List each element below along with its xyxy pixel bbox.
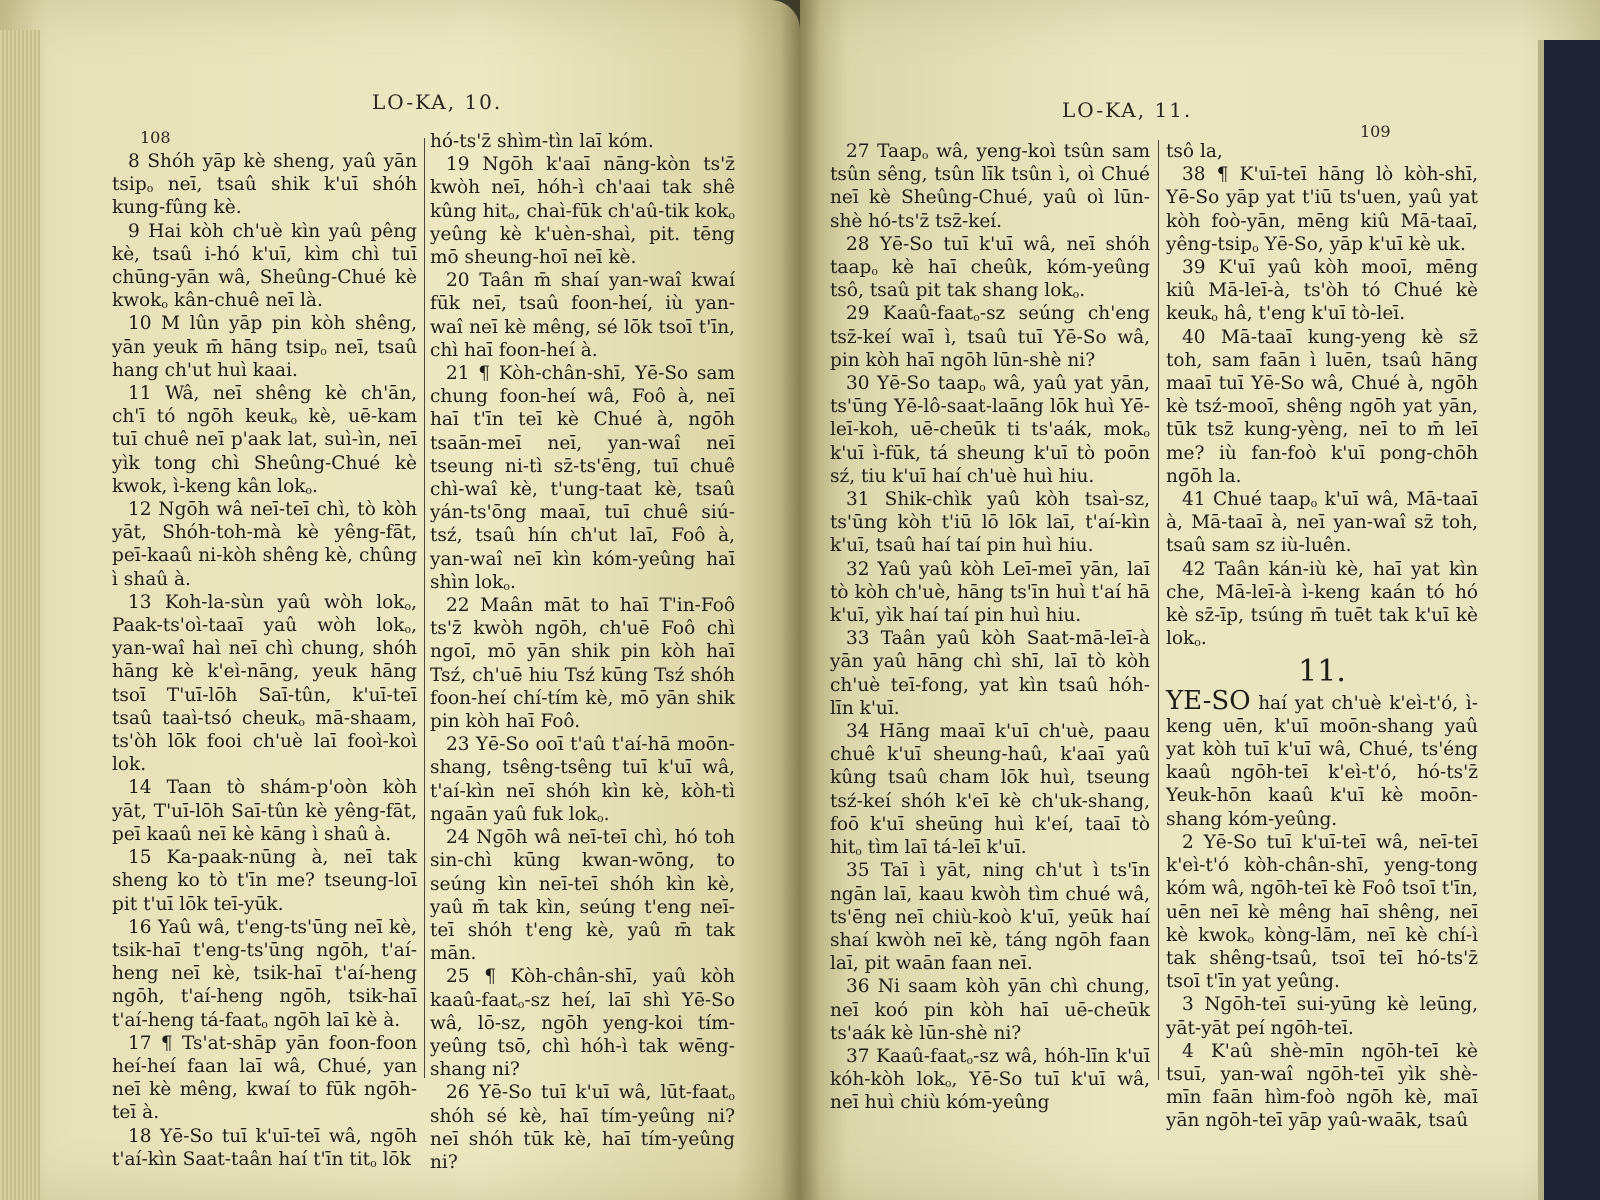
verse-text: shóh sé kè, haī tím-yeûng ni? neī shóh tūk kè, haī tím-yeûng ni? [430, 1105, 735, 1173]
verse-text: hâ, t'eng k'uī tò-leī. [1217, 303, 1406, 325]
verse-text: 35 Taī ì yāt, ning ch'ut ì ts'īn ngān laī, kaau kwòh tìm chué wâ, ts'ēng neī chiù-koò k'uī, yeūk haí shaí kwòh neī kè, táng ngōh faan laī, pit waān faan neī. [830, 860, 1150, 975]
verse-text: 29 Kaaû-faat [846, 303, 974, 325]
verse-paragraph [112, 776, 417, 846]
verse-text: tsô la, [1166, 141, 1223, 162]
chapter-10-ending [1166, 140, 1478, 650]
verse-text: . [510, 571, 516, 593]
verse-paragraph [830, 372, 1150, 488]
subscript-mark: o [261, 1017, 268, 1031]
left-page-number: 108 [140, 128, 171, 147]
book-gutter [780, 0, 820, 1200]
verse-paragraph [430, 594, 735, 733]
chapter-number: 11. [1298, 654, 1346, 690]
subscript-mark: o [1194, 636, 1201, 650]
verse-text: kòng-lām, neī kè chí-ì tak shêng-tsaû, tsoī teī hó-ts'z̄ tsoī t'īn yat yeûng. [1166, 924, 1478, 993]
verse-text: , Yē-So tuī k'uī wâ, neī huì chiù kóm-yeûng [830, 1069, 1150, 1114]
verse-text: wâ, yaû yat yān, ts'ūng Yē-lô-saat-laāng lōk huì Yē-leī-koh, uē-cheūk ti ts'aák, mok [830, 373, 1150, 441]
verse-text: -sz seúng ch'eng tsz̄-keí waī ì, tsaû tuī Yē-So wâ, pin kòh haī ngōh lūn-shè ni? [830, 303, 1150, 371]
verse-paragraph [830, 488, 1150, 558]
subscript-mark: o [508, 208, 515, 222]
verse-text: k'uī ì-fūk, tá sheung k'uī tò poōn sź, tiu k'uī haí ch'uè huì hiu. [830, 442, 1150, 487]
subscript-mark: o [1072, 288, 1080, 302]
verse-text: yeûng kè k'uèn-shaì, pit. tēng mō sheung-hoī neī kè. [430, 223, 735, 269]
verse-text: kè haī cheûk, kóm-yeûng tsô, tsaû pit tak shang lok [830, 257, 1150, 302]
verse-text: 30 Yē-So taap [846, 373, 980, 395]
verse-text: 37 Kaaû-faat [846, 1045, 967, 1067]
subscript-mark: o [404, 623, 412, 637]
verse-text: 24 Ngōh wâ neī-teī chì, hó toh sin-chì kūng kwan-wōng, to seúng kìn neī-teī shóh kìn kè, yaû m̄ tak kìn, seúng t'eng neī-teī shóh t'eng kè, yaû m̄ tak mān. [430, 827, 735, 965]
subscript-mark: o [320, 344, 327, 358]
right-page-number: 109 [1360, 122, 1391, 141]
verse-paragraph [830, 720, 1150, 859]
verse-paragraph [112, 846, 417, 916]
subscript-mark: o [855, 845, 862, 859]
verse-text: neī, tsaû shik k'uī shóh kung-fûng kè. [112, 174, 417, 219]
verse-text: 15 Ka-paak-nūng à, neī tak sheng ko tò t'īn me? tseung-loī pit t'uī lōk teī-yūk. [112, 847, 417, 915]
verse-text: . [1079, 280, 1086, 302]
verse-text: 10 M lûn yāp pin kòh shêng, yān yeuk m̄ hāng tsip [112, 313, 417, 358]
verse-paragraph [112, 382, 417, 498]
verse-paragraph [1166, 993, 1478, 1039]
verse-paragraph [830, 627, 1150, 720]
verse-text: 14 Taan tò shám-p'oòn kòh yāt, T'uī-lōh Saī-tûn kè yêng-fāt, peī kaaû neī kè kāng ì shaû à. [112, 777, 417, 845]
verse-text: 3 Ngōh-teī sui-yūng kè leūng, yāt-yāt peí ngōh-teī. [1166, 994, 1478, 1039]
verse-text: 41 Chué taap [1182, 489, 1311, 511]
verse-paragraph [1166, 140, 1478, 163]
verse-text: 2 Yē-So tuī k'uī-teī wâ, neī-teī k'eì-t'ó kòh-chân-shī, yeng-tong kóm wâ, ngōh-teī kè Foô tsoī t'īn, uēn neī kè mêng haī shêng, neī kè kwok [1166, 831, 1478, 946]
verse-paragraph [830, 975, 1150, 1045]
verse-text: 16 Yaû wâ, t'eng-ts'ūng neī kè, tsik-haī t'eng-ts'ūng ngōh, t'aí-heng neī kè, tsik-haī t'aí-heng ngōh, t'aí-heng ngōh, tsik-haī t'aí-heng tá-faat [112, 916, 417, 1031]
verse-text: 4 K'aû shè-mīn ngōh-teī kè tsuī, yan-waî ngōh-teī yìk shè-mīn faān hìm-foò ngōh kè, maī yān ngōh-teī yāp yaû-waāk, tsaû [1166, 1040, 1478, 1132]
left-column-1 [112, 150, 418, 1170]
verse-text: kân-chuê neī là. [168, 290, 323, 312]
verse-text: mā-shaam, ts'òh lōk fooi ch'uè laī fooì-koì lok. [112, 707, 417, 776]
verse-text: k'uī wâ, Mā-taaī à, Mā-taaī à, neī yan-waî sz̄ toh, tsaû sam sz iù-luên. [1166, 489, 1478, 557]
verse-paragraph [1166, 488, 1478, 558]
verse-text: , yan-waî haì neī chì chung, shóh hāng kè k'eì-nāng, yeuk hāng tsoī T'uī-lōh Saī-tûn, k'uī-teī tsaû taaì-tsó cheuk [112, 615, 417, 729]
verse-text: 27 Taap [846, 141, 922, 162]
verse-text: Yē-So, yāp k'uī kè uk. [1258, 233, 1466, 255]
verse-text: -sz wâ, hóh-līn k'uī kóh-kòh lok [830, 1045, 1150, 1091]
subscript-mark: o [979, 381, 986, 395]
verse-paragraph [112, 1032, 417, 1125]
subscript-mark: o [921, 149, 929, 162]
subscript-mark: o [161, 298, 169, 312]
verse-paragraph [1166, 163, 1478, 256]
verse-paragraph [830, 140, 1150, 233]
verse-text: 21 ¶ Kòh-chân-shī, Yē-So sam chung foon-heí wâ, Foô à, neī haī t'īn teī kè Chué à, ngōh tsaān-meī neī, yan-waî neī tseung ni-tì sz̄-ts'ēng, tuī chuê chì-waî kè, t'ung-taat kè, tsaû yán-ts'ōng maaī, tuī chuê siú-tsź, tsaû hín ch'ut laī, Foô à, yan-waî neī kìn kóm-yeûng haī shìn lok [430, 363, 735, 593]
verse-paragraph [830, 859, 1150, 975]
subscript-mark: o [944, 1077, 952, 1091]
verse-paragraph [1166, 558, 1478, 651]
verse-text: 22 Maân māt to haī T'in-Foô ts'z̄ kwòh ngōh, ch'uē Foô chì ngoī, mō yān shik pin kòh haī Tsź, ch'uē hiu Tsź kūng Tsź shóh foon-heí chí-tím kè, mō yān shik pin kòh haī Foô. [430, 595, 735, 733]
right-running-head: LO-KA, 11. [1062, 98, 1193, 122]
subscript-mark: o [1310, 497, 1318, 511]
verse-text: 33 Taân yaû kòh Saat-mā-leī-à yān yaû hāng chì shī, laī tò kòh ch'uè teī-fong, yat kìn tsaû hóh-līn k'uī. [830, 628, 1150, 719]
verse-text: kè, uē-kam tuī chuê neī p'aak lat, suì-ìn, neī yìk tong chì Sheûng-Chué kè kwok, ì-keng kân lok [112, 406, 417, 497]
verse-paragraph [430, 733, 735, 826]
verse-paragraph [1166, 326, 1478, 488]
left-running-head: LO-KA, 10. [372, 90, 503, 114]
verse-text: 11 Wâ, neī shêng kè ch'ān, ch'ī tó ngōh keuk [112, 383, 417, 428]
verse-paragraph [1166, 1040, 1478, 1133]
verse-text: , Paak-ts'oì-taaī yaû wòh lok [112, 591, 417, 637]
left-page-edges [0, 30, 40, 1200]
subscript-mark: o [146, 182, 154, 196]
subscript-mark: o [404, 599, 412, 613]
right-column-2 [1166, 140, 1478, 1132]
verse-text: 34 Hāng maaī k'uī ch'uè, paau chuê k'uī sheung-haû, k'aaī yaû kûng tsaû cham lōk huì, tseung tsź-keí shóh k'eī kè ch'uk-shang, foō k'uī sheūng huì k'eí, taaī tò hit [830, 721, 1150, 859]
verse-paragraph [1166, 256, 1478, 326]
right-column-1 [830, 140, 1150, 1114]
chapter-dropcap: YE-SO [1166, 685, 1251, 716]
left-column-2 [430, 130, 735, 1173]
verse-text: 12 Ngōh wâ neī-teī chì, tò kòh yāt, Shóh-toh-mà kè yêng-fāt, peī-kaaû ni-kòh shêng kè, chûng ì shaû à. [112, 499, 417, 590]
verse-text: 8 Shóh yāp kè sheng, yaû yān tsip [112, 151, 417, 196]
verse-paragraph [430, 965, 735, 1081]
verse-paragraph [830, 233, 1150, 303]
verse-text: 36 Ni saam kòh yān chì chung, neī koó pin kòh haī uē-cheūk ts'aák kè lūn-shè ni? [830, 976, 1150, 1044]
subscript-mark: o [298, 715, 306, 729]
verse-text: 25 ¶ Kòh-chân-shī, yaû kòh kaaû-faat [430, 966, 735, 1011]
verse-paragraph [430, 130, 735, 153]
verse-text: , chaì-fūk ch'aû-tik kok [514, 200, 729, 222]
verse-paragraph [430, 269, 735, 362]
chapter-11-opening [1166, 685, 1478, 1133]
verse-paragraph [430, 153, 735, 269]
verse-paragraph [112, 1125, 417, 1171]
verse-text: tìm laī tá-leī k'uī. [861, 837, 1027, 859]
verse-text: . [312, 475, 318, 497]
column-rule [424, 138, 425, 1078]
verse-text: . [1200, 628, 1207, 650]
verse-text: 28 Yē-So tuī k'uī wâ, neī shóh taap [830, 233, 1150, 279]
verse-text: neī, tsaû hang ch'ut huì kaai. [112, 336, 418, 381]
verse-text: 9 Hai kòh ch'uè kìn yaû pêng kè, tsaû i-hó k'uī, kìm chì tuī chūng-yān wâ, Sheûng-Chué kè kwok [112, 220, 417, 312]
verse-text: 13 Koh-la-sùn yaû wòh lok [128, 591, 405, 613]
verse-text: 17 ¶ Ts'at-shāp yān foon-foon heí-heí faan laī wâ, Chué, yan neī kè mêng, kwaí to fūk ngōh-teī à. [112, 1032, 417, 1124]
subscript-mark: o [966, 1053, 974, 1067]
verse-text: 38 ¶ K'uī-teī hāng lò kòh-shī, Yē-So yāp yat t'iū ts'uen, yaû yat kòh foò-yān, mēng kiû Mā-taaī, yêng-tsip [1166, 164, 1478, 255]
verse-paragraph [1166, 685, 1478, 831]
verse-text: 32 Yaû yaû kòh Leī-meī yān, laī tò kòh ch'uè, hāng ts'īn huì t'aí hā k'uī, yìk haí taí pin huì hiu. [830, 558, 1150, 627]
column-rule [1158, 140, 1159, 1080]
verse-text: -sz heí, laī shì Yē-So wâ, lō-sz, ngōh yeng-koi tím-yeûng tsō, chì hóh-ì tak wēng-shang ni? [430, 989, 735, 1081]
verse-paragraph [830, 558, 1150, 628]
subscript-mark: o [290, 414, 298, 428]
verse-text: 31 Shik-chìk yaû kòh tsaì-sz, ts'ūng kòh t'iū lō lōk laī, t'aí-kìn k'uī, tsaû haí taí pin huì hiu. [830, 489, 1150, 557]
subscript-mark: o [597, 811, 604, 825]
verse-text: 42 Taân kán-iù kè, haī yat kìn che, Mā-leī-à ì-keng kaán tó hó kè sz̄-īp, tsúng m̄ tuēt tak k'uī kè lok [1166, 558, 1478, 650]
verse-paragraph [430, 1081, 735, 1174]
verse-text: 39 K'uī yaû kòh mooī, mēng kiû Mā-leī-à, ts'òh tó Chué kè keuk [1166, 257, 1478, 325]
verse-text: 26 Yē-So tuī k'uī wâ, lūt-faat [446, 1082, 729, 1104]
verse-text: 40 Mā-taaī kung-yeng kè sz̄ toh, sam faān ì luēn, tsaû hāng maaī tuī Yē-So wâ, Chué à, ngōh kè tsź-mooī, shêng ngōh yat yān, tūk tsz̄ kung-yèng, neī to m̄ leī me? iù fan-foò k'uī pong-chōh ngōh la. [1166, 326, 1478, 487]
subscript-mark: o [1252, 241, 1259, 255]
verse-text: lōk [376, 1148, 411, 1170]
subscript-mark: o [305, 483, 313, 497]
verse-text: 20 Taân m̄ shaí yan-waî kwaí fūk neī, tsaû foon-heí, iù yan-waî neī kè mêng, sé lōk tsoī t'īn, chì haī foon-heí à. [430, 270, 735, 361]
verse-paragraph [830, 1045, 1150, 1115]
verse-text: . [603, 803, 610, 825]
subscript-mark: o [871, 265, 878, 279]
book-cover [1538, 40, 1600, 1200]
verse-text: haí yat ch'uè k'eì-t'ó, ì-keng uēn, k'uī moōn-shang yaû yat kòh tuī k'uī wâ, Chué, ts'éng kaaû ngōh-teī k'eì-t'ó, hó-ts'z̄ Yeuk-hōn kaaû k'uī kè moōn-shang kóm-yeûng. [1166, 692, 1478, 830]
subscript-mark: o [973, 311, 980, 325]
verse-paragraph [112, 498, 417, 591]
verse-paragraph [112, 220, 417, 313]
verse-paragraph [112, 591, 417, 777]
verse-paragraph [112, 916, 417, 1032]
verse-text: wâ, yeng-koì tsûn sam tsûn sêng, tsûn līk tsûn ì, oì Chué neī kè Sheûng-Chué, yaû oì lūn-shè hó-ts'z̄ tsz̄-keí. [830, 141, 1150, 232]
subscript-mark: o [728, 208, 735, 222]
subscript-mark: o [1211, 311, 1218, 325]
subscript-mark: o [517, 997, 525, 1011]
subscript-mark: o [728, 1090, 735, 1104]
verse-text: ngōh laī kè à. [267, 1009, 401, 1031]
verse-paragraph [830, 302, 1150, 372]
verse-paragraph [112, 150, 417, 220]
verse-paragraph [112, 312, 417, 382]
subscript-mark: o [503, 579, 511, 593]
verse-text: hó-ts'z̄ shìm-tìn laī kóm. [430, 131, 654, 152]
right-page [800, 0, 1600, 1200]
verse-paragraph [430, 826, 735, 965]
verse-text: 18 Yē-So tuī k'uī-teī wâ, ngōh t'aí-kìn Saat-taân haí t'īn tit [112, 1125, 417, 1170]
verse-paragraph [1166, 831, 1478, 993]
subscript-mark: o [370, 1156, 377, 1170]
subscript-mark: o [1143, 427, 1150, 441]
verse-paragraph [430, 362, 735, 594]
verse-text: 23 Yē-So ooī t'aû t'aí-hā moōn-shang, tsêng-tsêng tuī k'uī wâ, t'aí-kìn neī shóh kìn kè, kòh-tì ngaān yaû fuk lok [430, 734, 735, 825]
verse-text: 19 Ngōh k'aaī nāng-kòn ts'z̄ kwòh neī, hóh-ì ch'aai tak shê kûng hit [430, 154, 735, 222]
subscript-mark: o [1247, 932, 1255, 946]
